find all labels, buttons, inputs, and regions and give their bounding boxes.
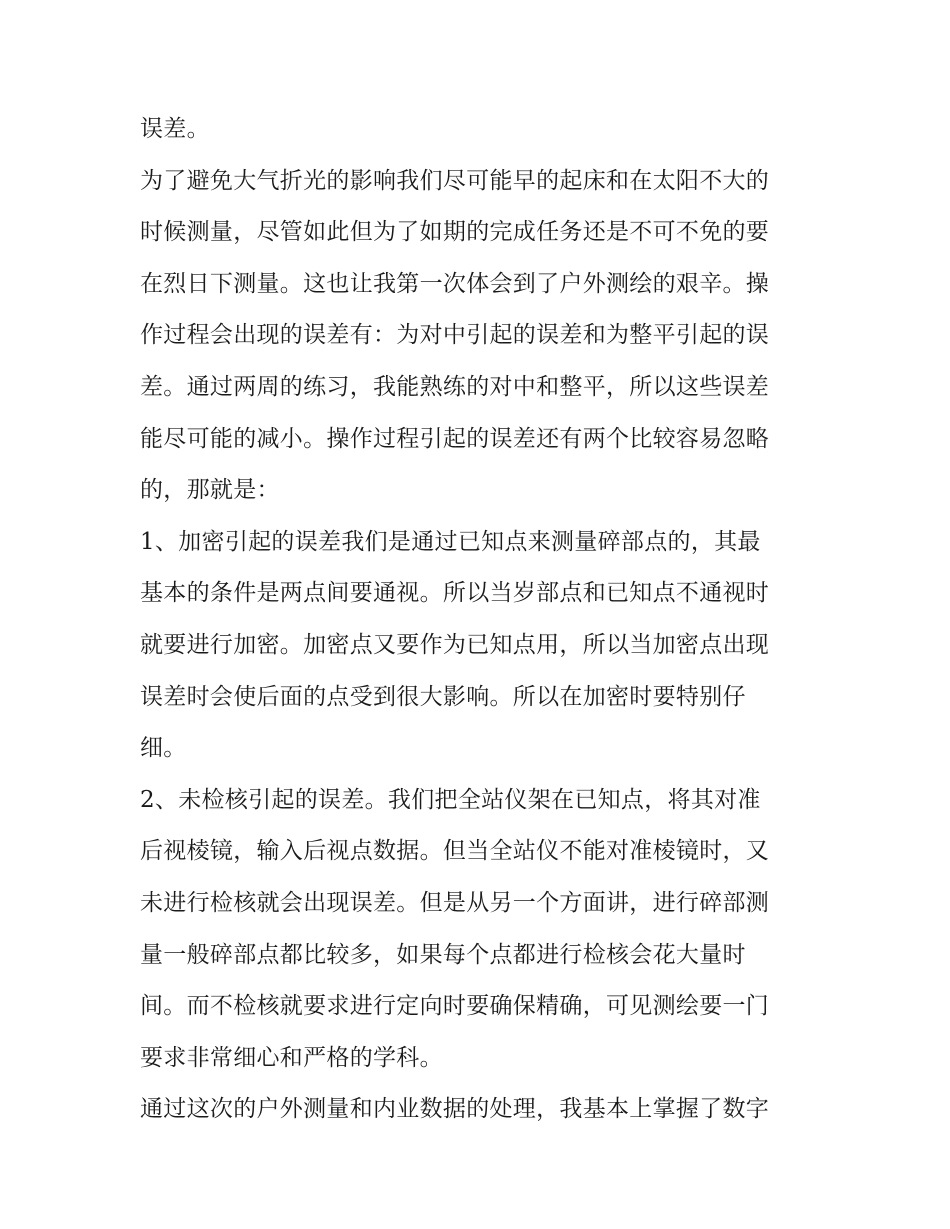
text-line: 能尽可能的减小。操作过程引起的误差还有两个比较容易忽略 bbox=[140, 425, 770, 452]
text-line: 后视棱镜，输入后视点数据。但当全站仪不能对准棱镜时，又 bbox=[140, 838, 770, 865]
text-line: 为了避免大气折光的影响我们尽可能早的起床和在太阳不大的 bbox=[140, 167, 770, 194]
text-line: 间。而不检核就要求进行定向时要确保精确，可见测绘要一门 bbox=[140, 993, 770, 1020]
text-line: 基本的条件是两点间要通视。所以当岁部点和已知点不通视时 bbox=[140, 580, 770, 607]
text-line: 细。 bbox=[140, 735, 187, 762]
text-line: 未进行检核就会出现误差。但是从另一个方面讲，进行碎部测 bbox=[140, 889, 770, 916]
text-line: 通过这次的户外测量和内业数据的处理，我基本上掌握了数字 bbox=[140, 1096, 770, 1123]
text-line: 要求非常细心和严格的学科。 bbox=[140, 1044, 443, 1071]
text-line: 误差。 bbox=[140, 116, 210, 142]
text-line: 在烈日下测量。这也让我第一次体会到了户外测绘的艰辛。操 bbox=[140, 270, 770, 297]
text-line: 就要进行加密。加密点又要作为已知点用，所以当加密点出现 bbox=[140, 631, 770, 658]
text-line: 差。通过两周的练习，我能熟练的对中和整平，所以这些误差 bbox=[140, 373, 770, 400]
text-line: 作过程会出现的误差有：为对中引起的误差和为整平引起的误 bbox=[140, 322, 770, 349]
text-line: 的，那就是： bbox=[140, 477, 280, 504]
text-line: 时候测量，尽管如此但为了如期的完成任务还是不可不免的要 bbox=[140, 219, 770, 246]
body-text bbox=[140, 104, 812, 1136]
text-line: 误差时会使后面的点受到很大影响。所以在加密时要特别仔 bbox=[140, 683, 746, 710]
list-item-1-line: 1、加密引起的误差我们是通过已知点来测量碎部点的，其最 bbox=[140, 528, 761, 555]
text-line: 量一般碎部点都比较多，如果每个点都进行检核会花大量时 bbox=[140, 941, 746, 968]
list-item-2-line: 2、未检核引起的误差。我们把全站仪架在已知点，将其对准 bbox=[140, 786, 761, 813]
